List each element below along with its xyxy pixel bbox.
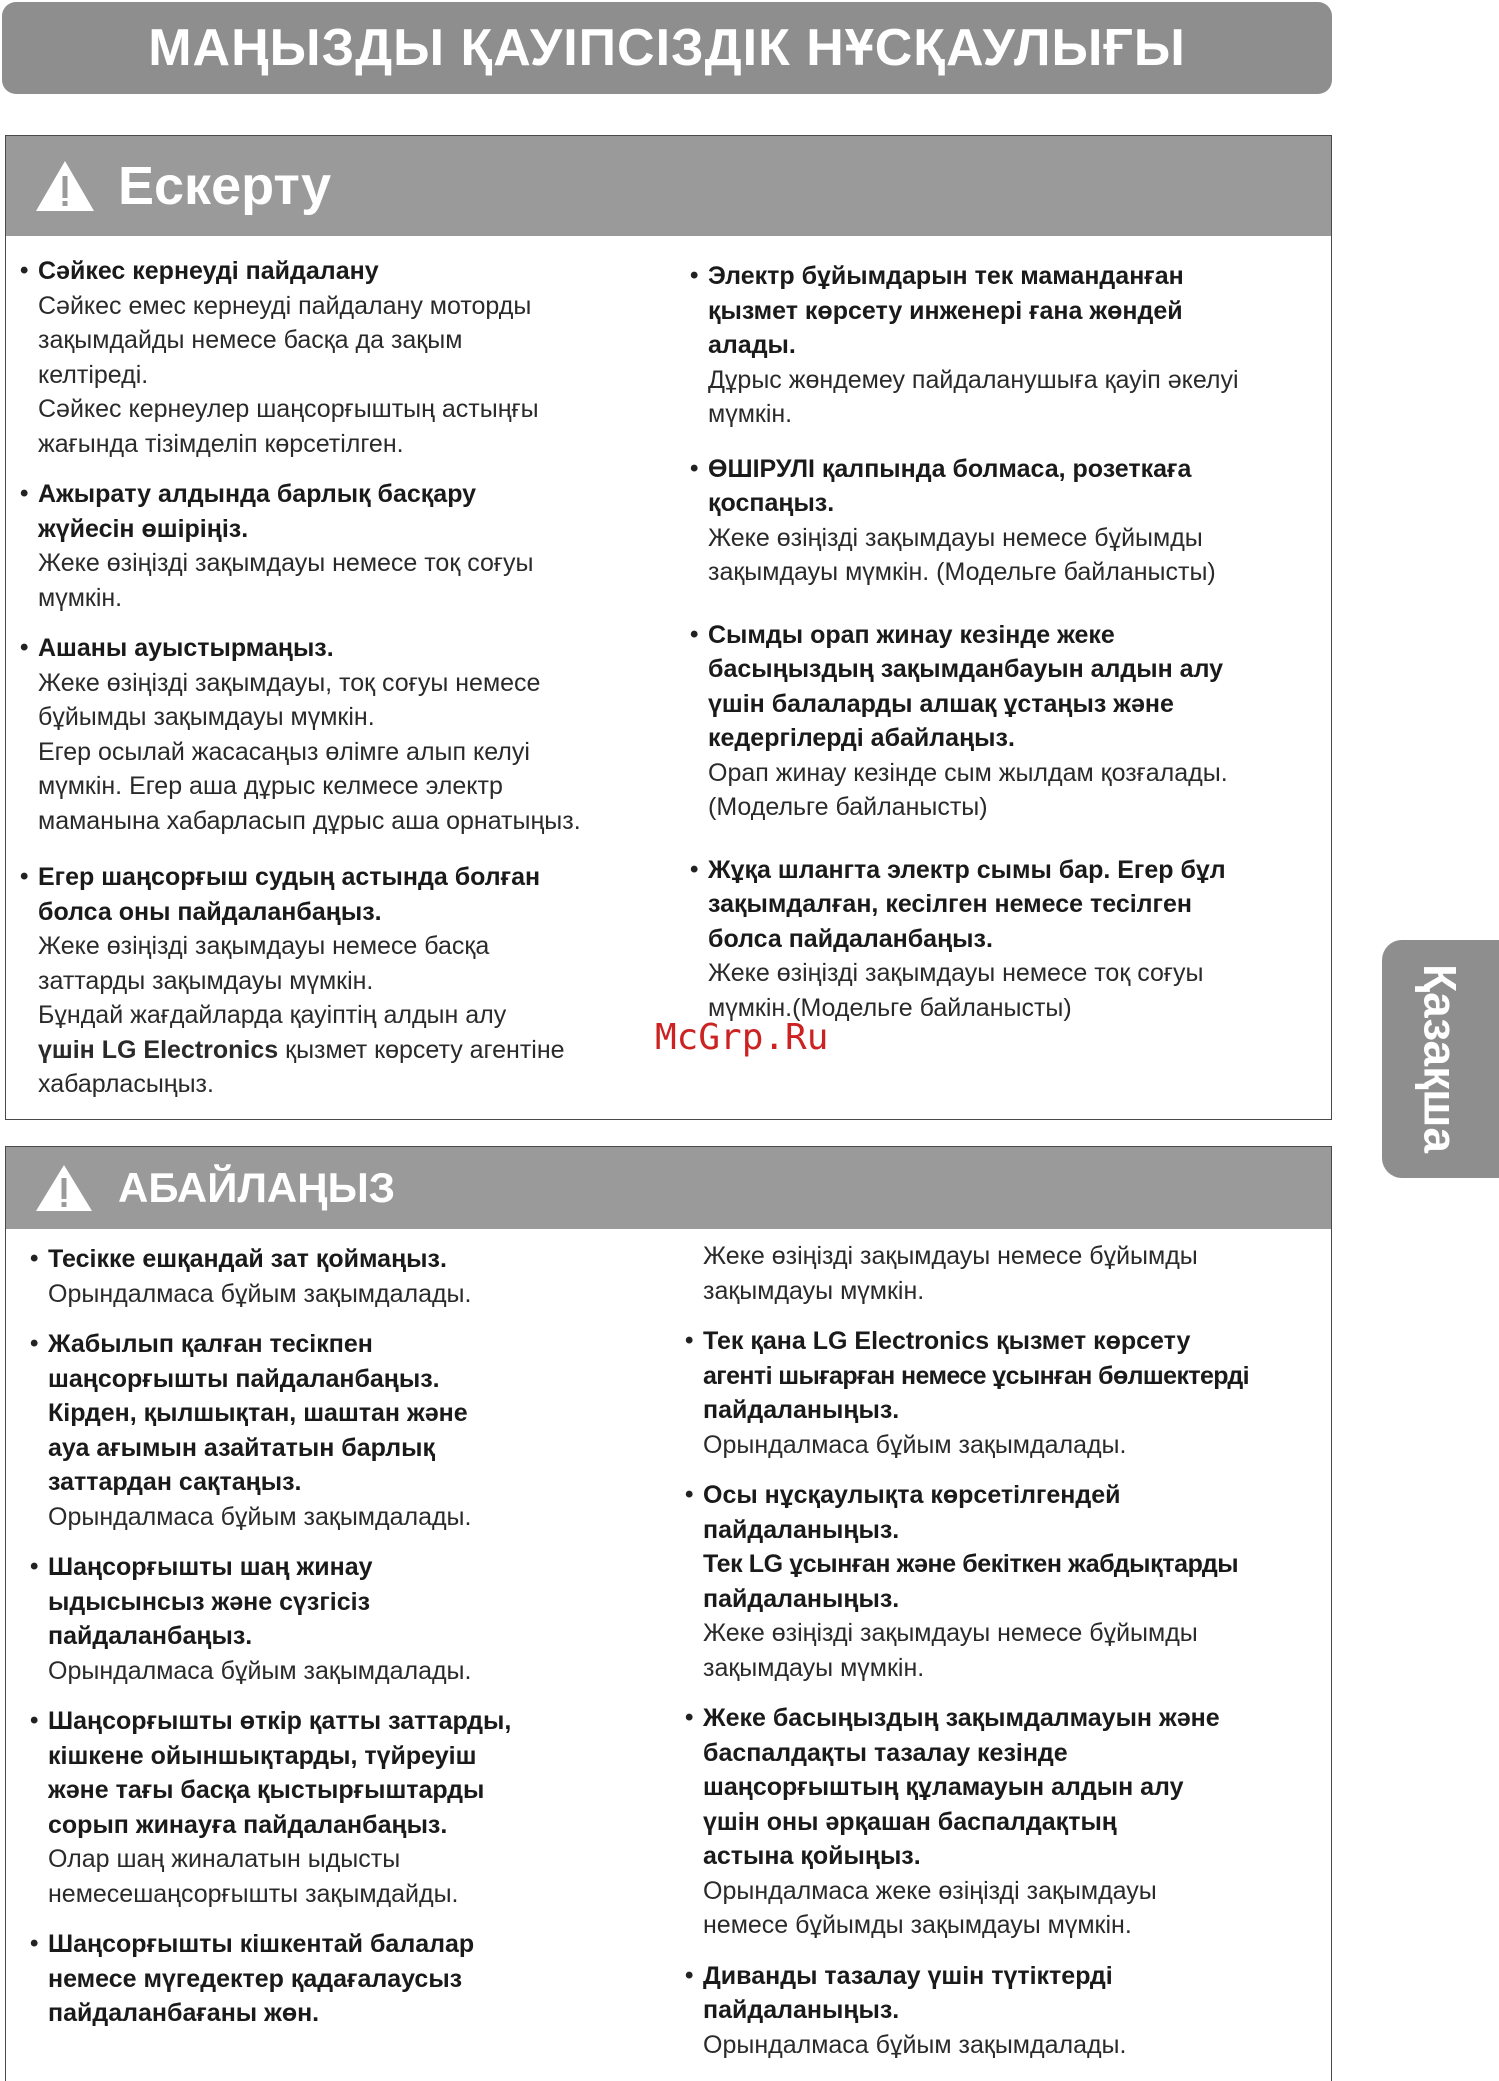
bullet-icon: •	[690, 620, 699, 648]
caution-header	[6, 1147, 1331, 1229]
list-item: • ӨШІРУЛІ қалпында болмаса, розеткаға қоспаңыз. Жеке өзіңізді зақымдауы немесе бұйымды зақымдауы мүмкін. (Модельге байланысты)	[676, 452, 1326, 590]
warning-section	[5, 135, 1332, 1120]
list-item: • Ашаны ауыстырмаңыз. Жеке өзіңізді зақымдауы, тоқ соғуы немесе бұйымды зақымдауы мүмкін. Егер осылай жасасаңыз өлімге алып келуі мүмкін. Егер аша дұрыс келмесе электр маманына хабарласып дұрыс аша орнатыңыз.	[6, 631, 656, 838]
bullet-icon: •	[30, 1245, 39, 1272]
bullet-icon: •	[685, 1961, 694, 1989]
list-item: • Электр бұйымдарын тек маманданған қызмет көрсету инженері ғана жөндей алады. Дұрыс жөндемеу пайдаланушыға қауіп әкелуі мүмкін.	[676, 259, 1326, 432]
list-item: • Шаңсорғышты кішкентай балалар немесе мүгедектер қадағалаусыз пайдаланбағаны жөн.	[16, 1927, 666, 2031]
bullet-icon: •	[690, 262, 699, 289]
list-item: • Ажырату алдында барлық басқару жүйесін өшіріңіз. Жеке өзіңізді зақымдауы немесе тоқ соғуы мүмкін.	[6, 477, 656, 615]
warning-right-column	[676, 259, 1326, 1041]
warning-triangle-icon	[34, 1163, 94, 1213]
list-item: • Осы нұсқаулықта көрсетілгендей пайдаланыңыз. Тек LG ұсынған және бекіткен жабдықтарды пайдаланыңыз. Жеке өзіңізді зақымдауы немесе бұйымды зақымдауы мүмкін.	[671, 1478, 1331, 1685]
caution-right-column	[671, 1239, 1331, 2078]
warning-triangle-icon	[34, 159, 96, 213]
bullet-icon: •	[20, 863, 29, 890]
bullet-icon: •	[690, 454, 699, 482]
bullet-icon: •	[685, 1481, 694, 1508]
list-item: • Шаңсорғышты шаң жинау ыдысынсыз және сүзгісіз пайдаланбаңыз. Орындалмаса бұйым зақымдалады.	[16, 1550, 666, 1688]
bullet-icon: •	[20, 480, 29, 507]
language-tab-label: Қазақша	[1414, 964, 1467, 1154]
list-item: • Шаңсорғышты өткір қатты заттарды, кішкене ойыншықтарды, түйреуіш және тағы басқа қыстырғыштарды сорып жинауға пайдаланбаңыз. Олар шаң жиналатын ыдысты немесешаңсорғышты зақымдайды.	[16, 1704, 666, 1911]
list-item-continuation: Жеке өзіңізді зақымдауы немесе бұйымды зақымдауы мүмкін.	[703, 1242, 1198, 1305]
caution-heading: АБАЙЛАҢЫЗ	[118, 1164, 395, 1211]
list-item: • Сымды орап жинау кезінде жеке басыңыздың зақымданбауын алдын алу үшін балаларды алшақ ұстаңыз және кедергілерді абайлаңыз. Орап жинау кезінде сым жылдам қозғалады. (Модельге байланысты)	[676, 618, 1326, 825]
bullet-icon: •	[30, 1707, 39, 1734]
list-item: • Тек қана LG Electronics қызмет көрсету агенті шығарған немесе ұсынған бөлшектерді пайдаланыңыз. Орындалмаса бұйым зақымдалады.	[671, 1324, 1331, 1462]
list-item: • Жұқа шлангта электр сымы бар. Егер бұл зақымдалған, кесілген немесе тесілген болса пайдаланбаңыз. Жеке өзіңізді зақымдауы немесе тоқ соғуы мүмкін.(Модельге байланысты)	[676, 853, 1326, 1026]
list-item: • Егер шаңсорғыш судың астында болған болса оны пайдаланбаңыз. Жеке өзіңізді зақымдауы немесе басқа заттарды зақымдауы мүмкін. Бұндай жағдайларда қауіптің алдын алу үшін LG Electronics қызмет көрсету агентіне хабарласыңыз.	[6, 860, 656, 1102]
bullet-icon: •	[30, 1553, 39, 1580]
bullet-icon: •	[30, 1330, 39, 1357]
warning-heading: Ескерту	[118, 156, 332, 216]
warning-left-column	[6, 254, 656, 1118]
list-item: • Диванды тазалау үшін түтіктерді пайдаланыңыз. Орындалмаса бұйым зақымдалады.	[671, 1959, 1331, 2063]
caution-left-column	[16, 1242, 666, 2047]
page-title: МАҢЫЗДЫ ҚАУІПСІЗДІК НҰСҚАУЛЫҒЫ	[2, 2, 1332, 94]
language-tab	[1382, 940, 1499, 1178]
watermark: McGrp.Ru	[655, 1017, 829, 1058]
list-item: • Сәйкес кернеуді пайдалану Сәйкес емес кернеуді пайдалану моторды зақымдайды немесе басқа да зақым келтіреді. Сәйкес кернеулер шаңсорғыштың астыңғы жағында тізімделіп көрсетілген.	[6, 254, 656, 461]
bullet-icon: •	[20, 634, 29, 661]
bullet-icon: •	[685, 1704, 694, 1731]
list-item: • Жеке басыңыздың зақымдалмауын және баспалдақты тазалау кезінде шаңсорғыштың құламауын алдын алу үшін оны әрқашан баспалдақтың астына қойыңыз. Орындалмаса жеке өзіңізді зақымдауы немесе бұйымды зақымдауы мүмкін.	[671, 1701, 1331, 1943]
list-item: • Тесікке ешқандай зат қоймаңыз. Орындалмаса бұйым зақымдалады.	[16, 1242, 666, 1311]
bullet-icon: •	[20, 257, 29, 284]
list-item: • Жабылып қалған тесікпен шаңсорғышты пайдаланбаңыз. Кірден, қылшықтан, шаштан және ауа ағымын азайтатын барлық заттардан сақтаңыз. Орындалмаса бұйым зақымдалады.	[16, 1327, 666, 1534]
bullet-icon: •	[685, 1327, 694, 1354]
bullet-icon: •	[30, 1930, 39, 1957]
warning-header	[6, 136, 1331, 236]
bullet-icon: •	[690, 855, 699, 883]
caution-section	[5, 1146, 1332, 2081]
